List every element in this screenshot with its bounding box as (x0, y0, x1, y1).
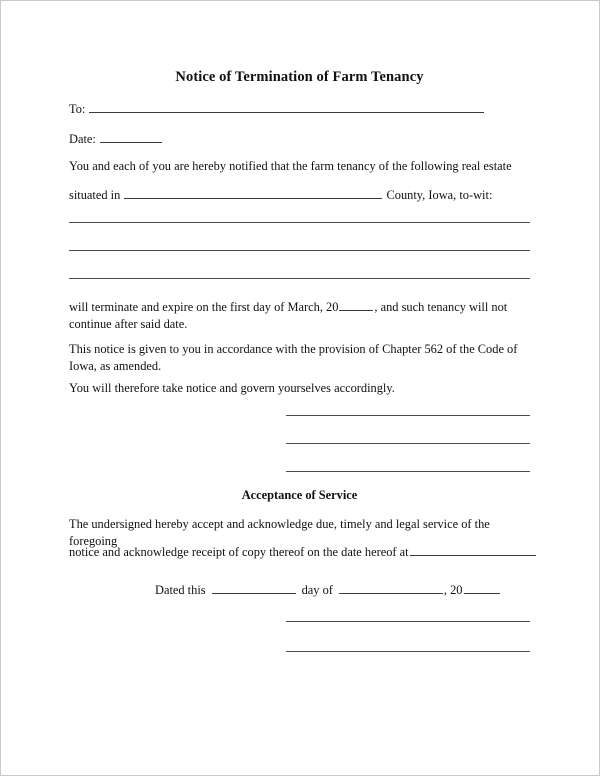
acceptance-of-service-heading: Acceptance of Service (241, 488, 358, 502)
county-suffix-label: County, Iowa, to-wit: (386, 188, 493, 202)
acceptance-paragraph-line1: The undersigned hereby accept and acknowledge due, timely and legal service of the foregoing (69, 517, 490, 548)
description-rule-1[interactable] (69, 222, 530, 223)
dated-year-blank[interactable] (464, 582, 500, 594)
closing-paragraph: You will therefore take notice and govern yourselves accordingly. (69, 381, 395, 395)
acceptance-paragraph-line2-row (69, 544, 530, 560)
to-field-row (69, 101, 530, 117)
termination-text-lead: will terminate and expire on the first day of March, 20 (69, 300, 339, 314)
dated-prefix-label: Dated this (155, 583, 206, 597)
termination-text-tail: , and such tenancy will not continue after said date. (69, 300, 508, 331)
situated-label: situated in (69, 188, 121, 202)
signature-rule-1[interactable] (286, 415, 530, 416)
statute-paragraph: This notice is given to you in accordance with the provision of Chapter 562 of the Code of Iowa, as amended. (69, 342, 518, 373)
dated-day-blank[interactable] (212, 582, 296, 594)
date-input-blank[interactable] (100, 131, 162, 143)
to-label: To: (69, 102, 86, 116)
acceptance-paragraph-line2: notice and acknowledge receipt of copy thereof on the date hereof at (69, 545, 409, 559)
county-input-blank[interactable] (124, 187, 382, 199)
description-rule-2[interactable] (69, 250, 530, 251)
date-field-row (69, 131, 530, 147)
signature-rule-3[interactable] (286, 471, 530, 472)
date-label: Date: (69, 132, 96, 146)
termination-paragraph (69, 299, 530, 332)
dated-month-blank[interactable] (339, 582, 443, 594)
service-location-blank[interactable] (410, 544, 536, 556)
situated-row (69, 187, 530, 203)
dated-middle-label: day of (301, 583, 333, 597)
to-input-blank[interactable] (89, 101, 484, 113)
acceptance-signature-rule-1[interactable] (286, 621, 530, 622)
description-rule-3[interactable] (69, 278, 530, 279)
dated-row (155, 582, 535, 598)
page-title: Notice of Termination of Farm Tenancy (175, 69, 424, 85)
notice-intro-paragraph: You and each of you are hereby notified that the farm tenancy of the following real estate (69, 159, 512, 173)
acceptance-signature-rule-2[interactable] (286, 651, 530, 652)
dated-year-prefix-label: , 20 (443, 583, 463, 597)
termination-year-blank[interactable] (339, 299, 373, 311)
signature-rule-2[interactable] (286, 443, 530, 444)
